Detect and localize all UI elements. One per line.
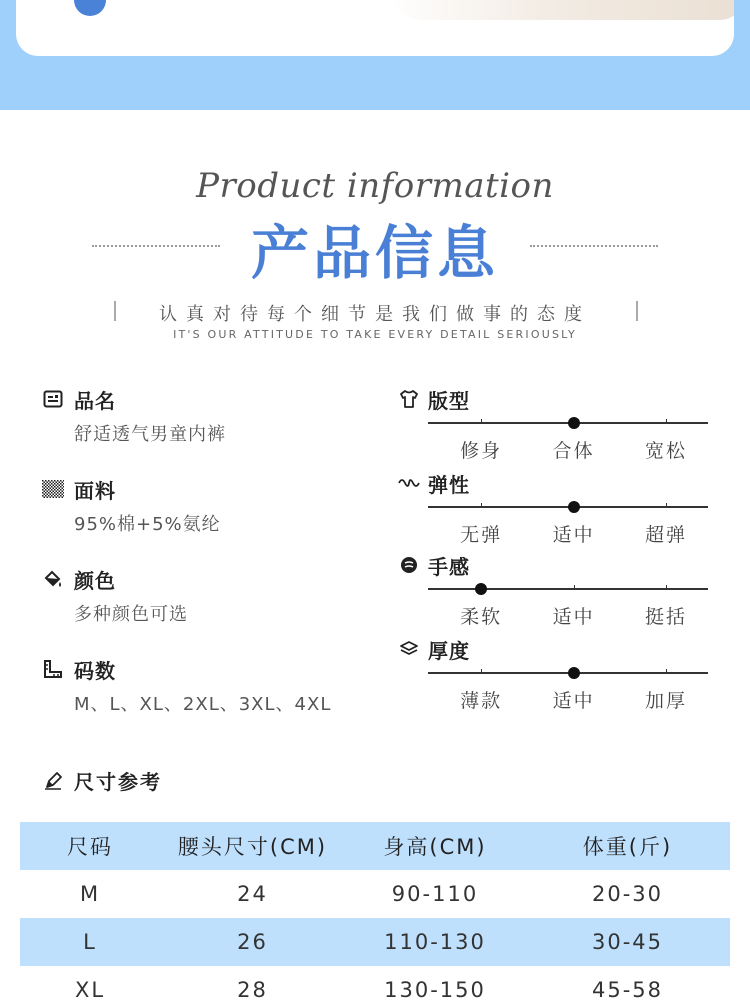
scale-track	[428, 588, 708, 590]
scale-track	[428, 672, 708, 674]
table-cell: 30-45	[591, 930, 664, 954]
scale-track	[428, 506, 708, 508]
spec-fabric-label: 面料	[74, 478, 116, 503]
scale-option: 挺括	[644, 606, 687, 628]
fabric-pattern-icon	[42, 478, 64, 500]
scale-tick	[481, 503, 482, 508]
table-row	[20, 966, 730, 1000]
scale-option: 加厚	[644, 690, 687, 712]
scale-fit	[398, 386, 718, 462]
table-header-cell: 体重(斤)	[582, 835, 673, 859]
page-title: 产品信息	[250, 219, 499, 287]
scale-option: 无弹	[460, 524, 503, 546]
table-cell: 28	[237, 978, 268, 1000]
spec-color	[42, 566, 188, 626]
scale-option: 适中	[552, 606, 595, 628]
scale-option: 适中	[552, 524, 595, 546]
table-row	[20, 918, 730, 966]
scale-track	[428, 422, 708, 424]
scale-tick	[666, 419, 667, 424]
scale-option: 修身	[460, 440, 503, 462]
pencil-icon	[42, 770, 64, 792]
scale-tick	[574, 585, 575, 590]
ruler-icon	[42, 658, 64, 680]
scale-selected-dot	[568, 417, 580, 429]
table-cell: XL	[74, 978, 106, 1000]
top-banner	[0, 0, 750, 110]
spec-size-value: M、L、XL、2XL、3XL、4XL	[74, 694, 332, 715]
decorative-dot	[74, 0, 106, 16]
table-cell: 24	[237, 882, 268, 906]
layers-icon	[398, 638, 420, 660]
scale-option: 柔软	[460, 606, 503, 628]
table-header-cell: 腰头尺寸(CM)	[177, 835, 328, 859]
size-reference-heading	[42, 766, 162, 795]
size-reference-title: 尺寸参考	[74, 770, 162, 794]
table-row	[20, 870, 730, 918]
spec-size	[42, 656, 331, 716]
scale-selected-dot	[568, 667, 580, 679]
spec-name-label: 品名	[74, 388, 116, 413]
spec-size-label: 码数	[74, 658, 116, 683]
table-cell: 130-150	[384, 978, 486, 1000]
scale-tick	[481, 419, 482, 424]
table-cell: 110-130	[384, 930, 486, 954]
scale-tick	[666, 585, 667, 590]
paint-bucket-icon	[42, 568, 64, 590]
scale-selected-dot	[475, 583, 487, 595]
product-fabric-image	[384, 0, 734, 20]
scale-selected-dot	[568, 501, 580, 513]
elastic-icon	[398, 472, 420, 494]
tshirt-icon	[398, 388, 420, 410]
motto-text-en: IT'S OUR ATTITUDE TO TAKE EVERY DETAIL SERIOUSLY	[173, 328, 577, 341]
scale-thickness	[398, 636, 718, 712]
scale-tick	[666, 669, 667, 674]
scale-tick	[481, 669, 482, 674]
scale-option: 适中	[552, 690, 595, 712]
table-header-row	[20, 822, 730, 870]
scale-hand-feel	[398, 552, 718, 628]
spec-name	[42, 386, 226, 446]
table-cell: 45-58	[591, 978, 664, 1000]
scale-hand-feel-label: 手感	[428, 554, 470, 579]
product-image-card	[16, 0, 734, 56]
spec-fabric	[42, 476, 221, 536]
tag-icon	[42, 388, 64, 410]
scale-option: 薄款	[460, 690, 503, 712]
table-cell: 90-110	[391, 882, 479, 906]
table-header-cell: 尺码	[67, 835, 113, 859]
spec-name-value: 舒适透气男童内裤	[74, 424, 226, 445]
scale-tick	[666, 503, 667, 508]
table-cell: 26	[237, 930, 268, 954]
table-cell: L	[83, 930, 97, 954]
scale-option: 超弹	[644, 524, 687, 546]
size-table	[20, 822, 730, 1000]
script-title: Product information	[196, 166, 554, 206]
table-cell: M	[79, 882, 101, 906]
scale-elasticity	[398, 470, 718, 546]
scale-option: 宽松	[644, 440, 687, 462]
motto-text: 认真对待每个细节是我们做事的态度	[159, 304, 591, 325]
scale-option: 合体	[552, 440, 595, 462]
scale-elasticity-label: 弹性	[428, 472, 470, 497]
spec-color-value: 多种颜色可选	[74, 604, 188, 625]
table-header-cell: 身高(CM)	[383, 835, 487, 859]
hand-feel-icon	[398, 554, 420, 576]
table-cell: 20-30	[591, 882, 664, 906]
scale-thickness-label: 厚度	[428, 638, 470, 663]
spec-color-label: 颜色	[74, 568, 116, 593]
spec-fabric-value: 95%棉+5%氨纶	[74, 514, 221, 535]
scale-fit-label: 版型	[428, 388, 470, 413]
